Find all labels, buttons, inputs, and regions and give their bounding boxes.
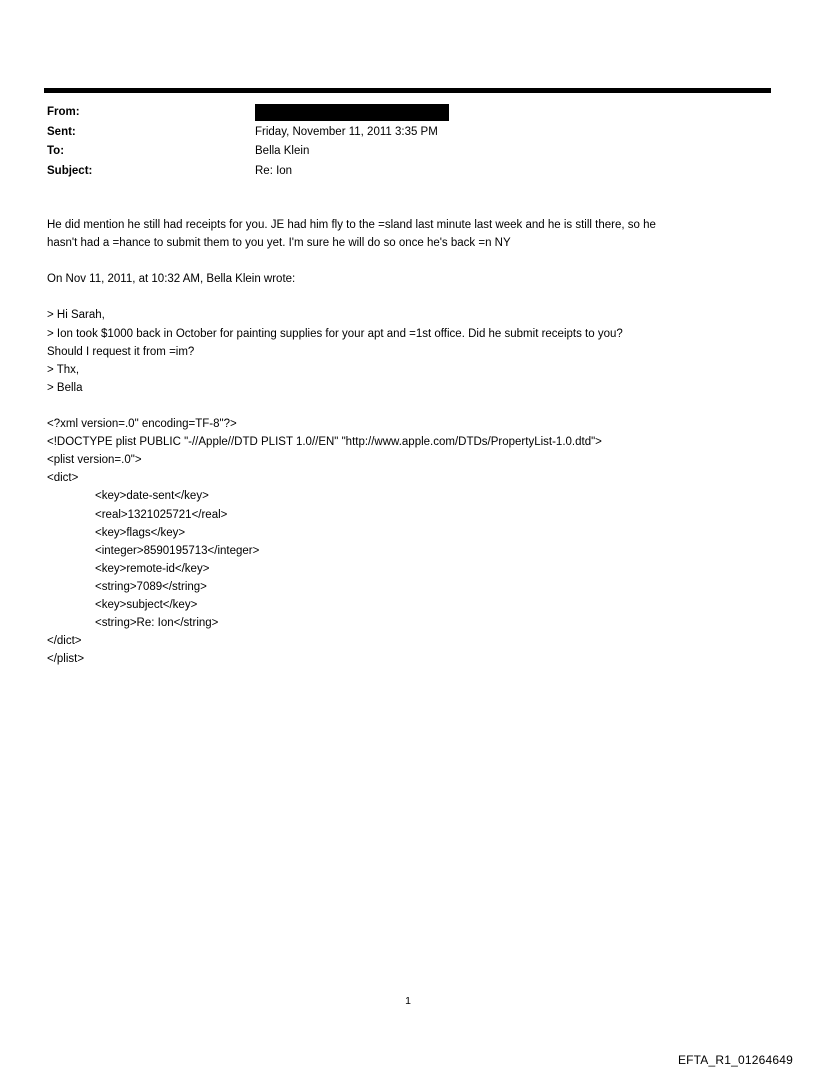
header-field-label: From: bbox=[47, 106, 80, 118]
email-body-line: > Bella bbox=[47, 381, 83, 394]
email-body-line: <dict> bbox=[47, 472, 79, 485]
email-body-line bbox=[47, 252, 773, 270]
header-divider-rule bbox=[44, 88, 771, 93]
header-field-label: To: bbox=[47, 145, 65, 157]
header-field-value: Friday, November 11, 2011 3:35 PM bbox=[255, 125, 438, 138]
header-field-value: Bella Klein bbox=[255, 145, 310, 157]
email-body-line bbox=[47, 288, 773, 306]
email-body-line: <!DOCTYPE plist PUBLIC "-//Apple//DTD PLIST 1.0//EN" "http://www.apple.com/DTDs/PropertyList-1.0.dtd"> bbox=[47, 436, 602, 449]
email-body-line bbox=[47, 397, 773, 415]
email-body-line: <key>date-sent</key> bbox=[95, 490, 209, 503]
email-body-line: He did mention he still had receipts for you. JE had him fly to the =sland last minute last week and he is still there, so he bbox=[47, 219, 656, 231]
email-body-line: <key>subject</key> bbox=[95, 598, 198, 611]
email-body-line: <plist version=.0"> bbox=[47, 454, 142, 467]
email-body-line: > Thx, bbox=[47, 363, 80, 376]
header-field-row bbox=[47, 162, 773, 182]
bates-number: EFTA_R1_01264649 bbox=[677, 1053, 793, 1067]
email-body-line: > Ion took $1000 back in October for painting supplies for your apt and =1st office. Did he submit receipts to you? bbox=[47, 327, 623, 340]
redaction-bar bbox=[255, 104, 449, 121]
email-body-line: <integer>8590195713</integer> bbox=[95, 544, 260, 557]
email-body-line: </plist> bbox=[47, 653, 85, 666]
email-body-line: > Hi Sarah, bbox=[47, 309, 105, 322]
header-field-row bbox=[47, 142, 773, 162]
header-field-value: Re: Ion bbox=[255, 164, 293, 177]
email-body-line: Should I request it from =im? bbox=[47, 345, 195, 358]
email-body-line: <string>Re: Ion</string> bbox=[95, 617, 219, 630]
email-body-line: <key>flags</key> bbox=[95, 526, 186, 539]
email-header bbox=[47, 103, 773, 181]
email-body-line: <real>1321025721</real> bbox=[95, 508, 228, 521]
email-body-line: On Nov 11, 2011, at 10:32 AM, Bella Klein wrote: bbox=[47, 273, 296, 286]
email-body-line: <string>7089</string> bbox=[95, 580, 207, 593]
email-body-line: hasn't had a =hance to submit them to you yet. I'm sure he will do so once he's back =n NY bbox=[47, 237, 511, 250]
header-field-row bbox=[47, 103, 773, 123]
header-field-row bbox=[47, 123, 773, 143]
email-body-line: <?xml version=.0" encoding=TF-8"?> bbox=[47, 418, 237, 431]
email-body-line: <key>remote-id</key> bbox=[95, 562, 210, 575]
page-number: 1 bbox=[405, 995, 411, 1007]
header-field-label: Sent: bbox=[47, 125, 76, 138]
email-body bbox=[47, 216, 773, 668]
email-body-line: </dict> bbox=[47, 635, 82, 648]
header-field-label: Subject: bbox=[47, 164, 93, 177]
